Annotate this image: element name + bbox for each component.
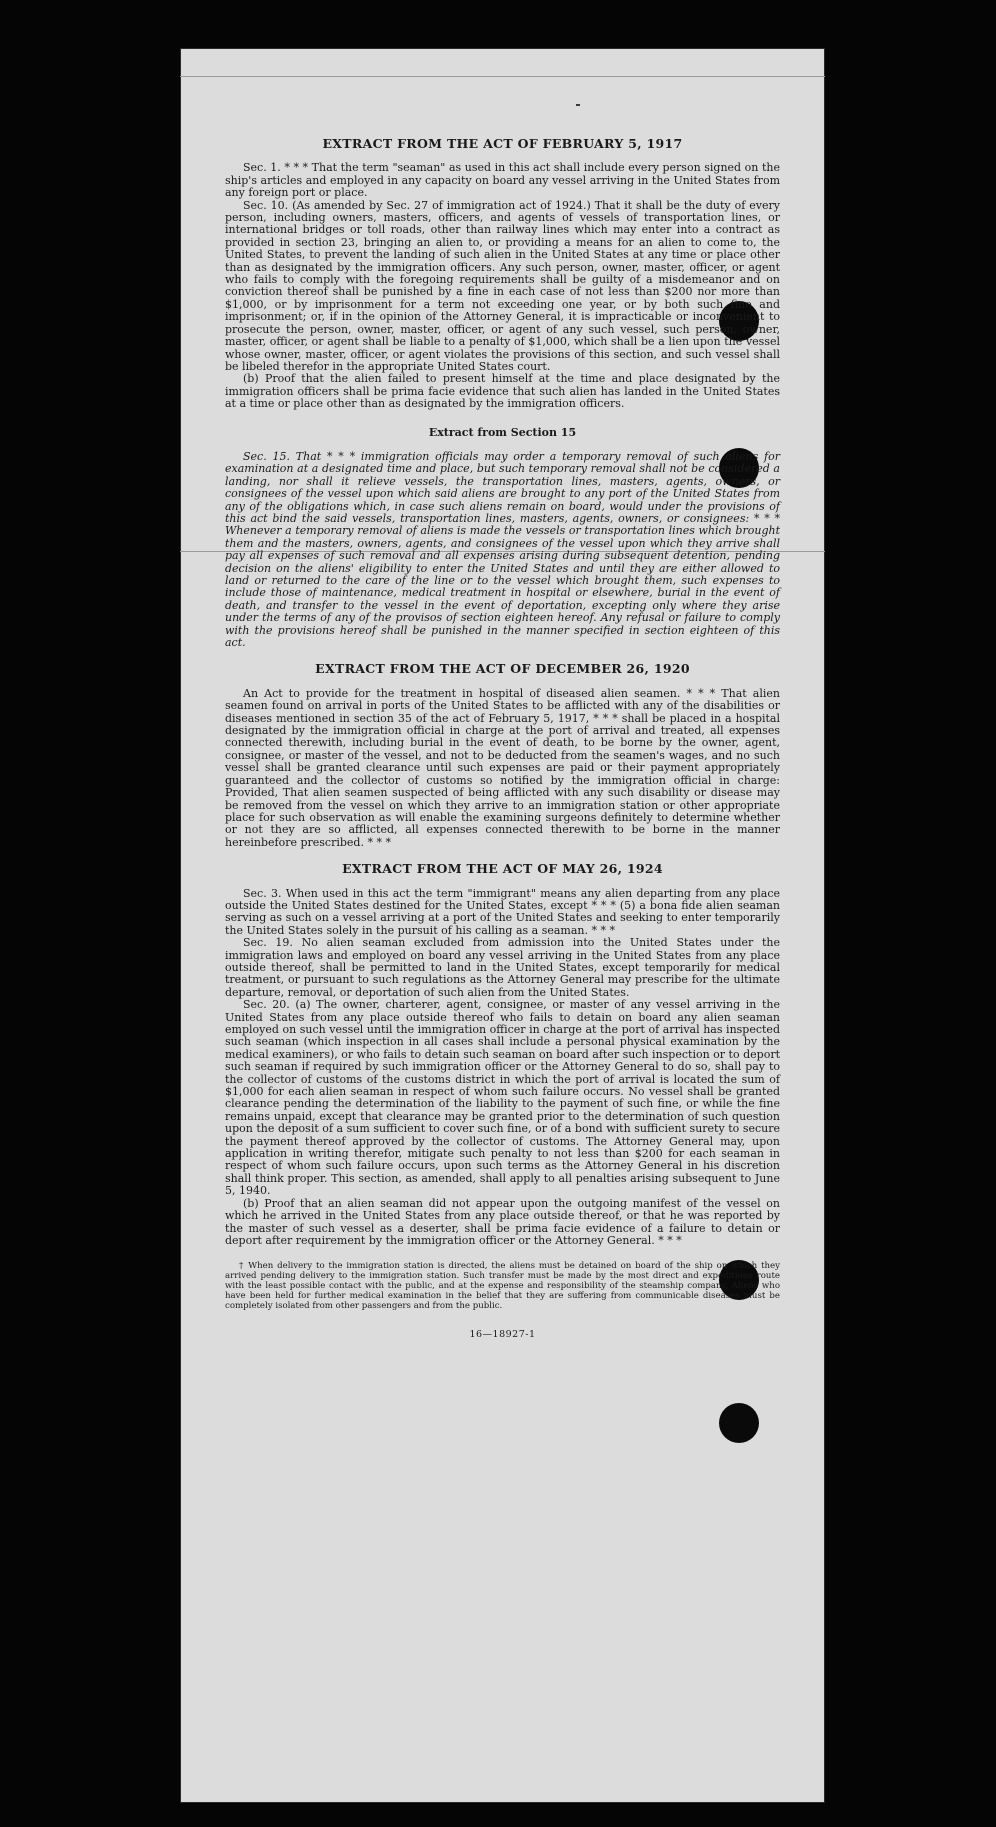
fold-line (180, 76, 825, 77)
punch-hole (719, 1403, 759, 1443)
paragraph-sec15: Sec. 15. That * * * immigration officials may order a temporary removal of such aliens for examination at a designated time and place, but such temporary removal shall not be considered a landing, nor shall it relieve vessels, the transportation lines, masters, agents, owners, or consignees of the vessel upon which said aliens are brought to any port of the United States from any of the obligations which, in case such aliens remain on board, would under the provisions of this act bind the said vessels, transportation lines, masters, agents, owners, or consignees: * * * Whenever a temporary removal of aliens is made the vessels or transportation lines which brought them and the masters, owners, agents, and consignees of the vessel upon which they arrive shall pay all expenses of such removal and all expenses arising during subsequent detention, pending decision on the aliens' eligibility to enter the United States and until they are either allowed to land or returned to the care of the line or to the vessel which brought them, such expenses to include those of maintenance, medical treatment in hospital or elsewhere, burial in the event of death, and transfer to the vessel in the event of deportation, excepting only where they arise under the terms of any of the provisos of section eighteen hereof. Any refusal or failure to comply with the provisions hereof shall be punished in the manner specified in section eighteen of this act. (225, 449, 780, 650)
form-number: 16—18927-1 (469, 1329, 536, 1341)
paragraph-sec1: Sec. 1. * * * That the term "seaman" as used in this act shall include every person signed on the ship's articles and employed in any capacity on board any vessel arriving in the United States from any foreign port or place. (225, 161, 780, 200)
document-page (180, 48, 825, 1803)
heading-section-15: Extract from Section 15 (428, 425, 577, 439)
paragraph-sec10b: (b) Proof that the alien failed to present himself at the time and place designated by the immigration officers shall be prima facie evidence that such alien has landed in the United States at a time or place other than as designated by the immigration officers. (225, 372, 780, 411)
paragraph-act-1920: An Act to provide for the treatment in hospital of diseased alien seamen. * * * That alien seamen found on arrival in ports of the United States to be afflicted with any of the disabilities or diseases mentioned in section 35 of the act of February 5, 1917, * * * shall be placed in a hospital designated by the immigration official in charge at the port of arrival and treated, all expenses connected therewith, including burial in the event of death, to be borne by the owner, agent, consignee, or master of the vessel, and not to be deducted from the seamen's wages, and no such vessel shall be granted clearance until such expenses are paid or their payment appropriately guaranteed and the collector of customs so notified by the immigration official in charge: Provided, That alien seamen suspected of being afflicted with any such disability or disease may be removed from the vessel on which they arrive to an immigration station or other appropriate place for such observation as will enable the examining surgeons definitely to determine whether or not they are so afflicted, all expenses connected therewith to be borne in the manner hereinbefore prescribed. * * * (225, 686, 780, 849)
heading-act-1917: EXTRACT FROM THE ACT OF FEBRUARY 5, 1917 (322, 136, 683, 151)
paragraph-sec10: Sec. 10. (As amended by Sec. 27 of immigration act of 1924.) That it shall be the duty of every person, including owners, masters, officers, and agents of vessels of transportation lines, or international bridges or toll roads, other than railway lines which may enter into a contract as provided in section 23, bringing an alien to, or providing a means for an alien to come to, the United States, to prevent the landing of such alien in the United States at any time or place other than as designated by the immigration officers. Any such person, owner, master, officer, or agent who fails to comply with the foregoing requirements shall be guilty of a misdemeanor and on conviction thereof shall be punished by a fine in each case of not less than $200 nor more than $1,000, or by imprisonment for a term not exceeding one year, or by both such fine and imprisonment; or, if in the opinion of the Attorney General, it is impracticable or inconvenient to prosecute the person, owner, master, officer, or agent of any such vessel, such person, owner, master, officer, or agent shall be liable to a penalty of $1,000, which shall be a lien upon the vessel whose owner, master, officer, or agent violates the provisions of this section, and such vessel shall be libeled therefor in the appropriate United States court. (225, 198, 780, 373)
heading-act-1920: EXTRACT FROM THE ACT OF DECEMBER 26, 1920 (315, 661, 690, 677)
paragraph-sec19: Sec. 19. No alien seaman excluded from admission into the United States under the immigration laws and employed on board any vessel arriving in the United States from any place outside thereof, shall be permitted to land in the United States, except temporarily for medical treatment, or pursuant to such regulations as the Attorney General may prescribe for the ultimate departure, removal, or deportation of such alien from the United States. (225, 936, 780, 999)
punch-mark (576, 104, 580, 106)
paragraph-sec20b: (b) Proof that an alien seaman did not appear upon the outgoing manifest of the vessel on which he arrived in the United States from any place outside thereof, or that he was reported by the master of such vessel as a deserter, shall be prima facie evidence of a failure to detain or deport after requirement by the immigration officer or the Attorney General. * * * (225, 1196, 780, 1247)
footnote: † When delivery to the immigration station is directed, the aliens must be detained on board of the ship on which they arrived pending delivery to the immigration station. Such transfer must be made by the most direct and expeditious route with the least possible contact with the public, and at the expense and responsibility of the steamship company. Aliens who have been held for further medical examination in the belief that they are suffering from communicable diseases must be completely isolated from other passengers and from the public. (225, 1261, 780, 1312)
paragraph-sec20a: Sec. 20. (a) The owner, charterer, agent, consignee, or master of any vessel arriving in the United States from any place outside thereof who fails to detain on board any alien seaman employed on such vessel until the immigration officer in charge at the port of arrival has inspected such seaman (which inspection in all cases shall include a personal physical examination by the medical examiners), or who fails to detain such seaman on board after such inspection or to deport such seaman if required by such immigration officer or the Attorney General to do so, shall pay to the collector of customs of the customs district in which the port of arrival is located the sum of $1,000 for each alien seaman in respect of whom such failure occurs. No vessel shall be granted clearance pending the determination of the liability to the payment of such fine, or while the fine remains unpaid, except that clearance may be granted prior to the determination of such question upon the deposit of a sum sufficient to cover such fine, or of a bond with sufficient surety to secure the payment thereof approved by the collector of customs. The Attorney General may, upon application in writing therefor, mitigate such penalty to not less than $200 for each seaman in respect of whom such failure occurs, upon such terms as the Attorney General in his discretion shall think proper. This section, as amended, shall apply to all penalties arising subsequent to June 5, 1940. (225, 998, 780, 1198)
paragraph-sec3: Sec. 3. When used in this act the term "immigrant" means any alien departing from any place outside the United States destined for the United States, except * * * (5) a bona fide alien seaman serving as such on a vessel arriving at a port of the United States and seeking to enter temporarily the United States solely in the pursuit of his calling as a seaman. * * * (225, 886, 780, 937)
heading-act-1924: EXTRACT FROM THE ACT OF MAY 26, 1924 (342, 861, 663, 877)
document-body (225, 138, 780, 1342)
